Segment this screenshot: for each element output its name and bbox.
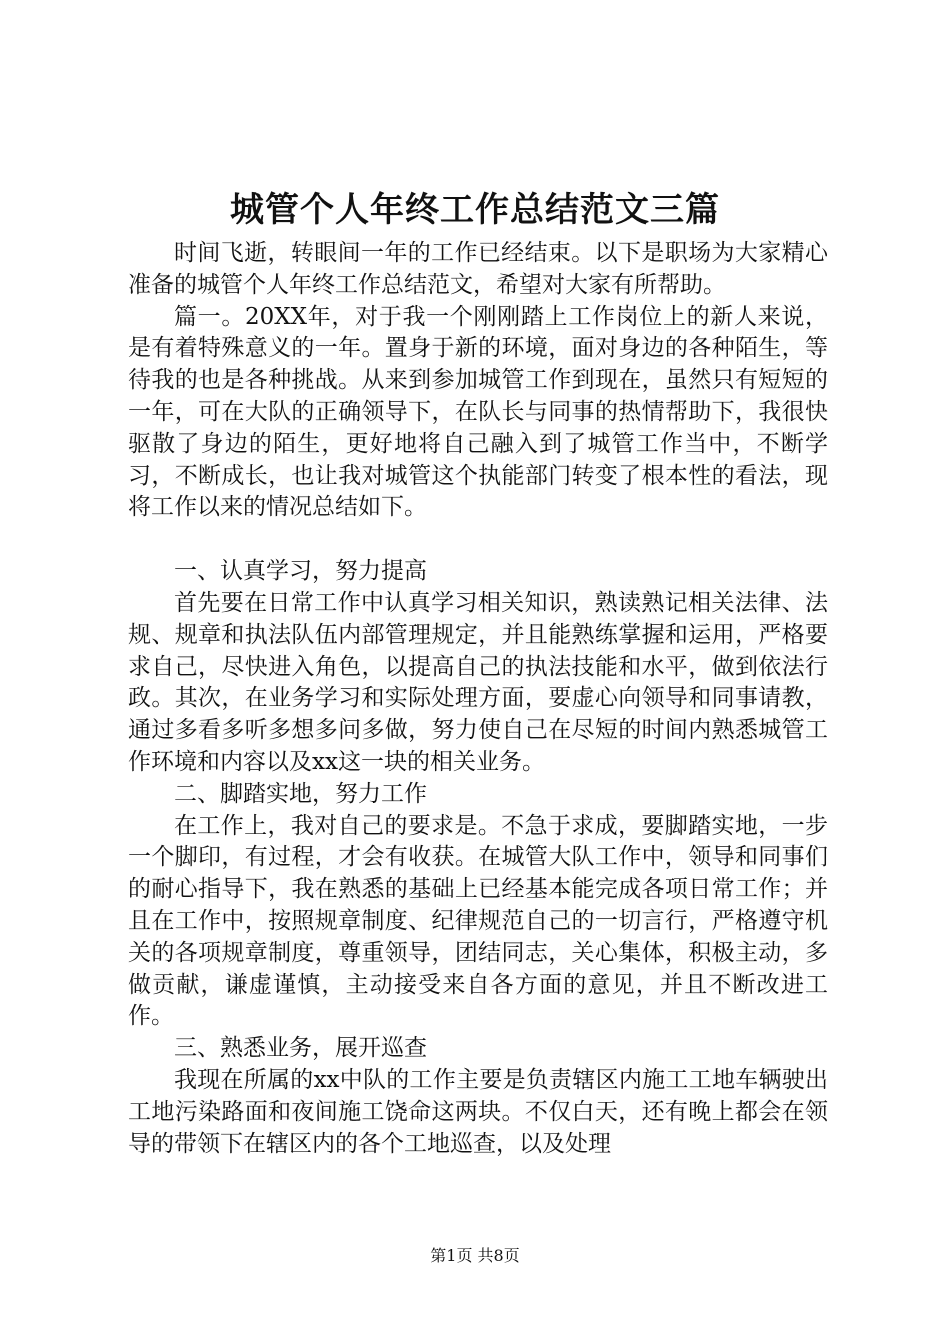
paragraph-section-1: 首先要在日常工作中认真学习相关知识，熟读熟记相关法律、法规、规章和执法队伍内部管理规定，并且能熟练掌握和运用，严格要求自己，尽快进入角色，以提高自己的执法技能和水平，做到依法行政。其次，在业务学习和实际处理方面，要虚心向领导和同事请教，通过多看多听多想多问多做，努力使自己在尽短的时间内熟悉城管工作环境和内容以及xx这一块的相关业务。 [128,589,828,775]
section-heading-3: 三、熟悉业务，展开巡查 [174,1035,427,1062]
section-heading-2: 二、脚踏实地，努力工作 [174,780,427,807]
section-heading-1: 一、认真学习，努力提高 [174,558,427,585]
paragraph-part-one: 篇一。20XX年，对于我一个刚刚踏上工作岗位上的新人来说，是有着特殊意义的一年。置身于新的环境，面对身边的各种陌生，等待我的也是各种挑战。从来到参加城管工作到现在，虽然只有短短的一年，可在大队的正确领导下，在队长与同事的热情帮助下，我很快驱散了身边的陌生，更好地将自己融入到了城管工作当中，不断学习，不断成长，也让我对城管这个执能部门转变了根本性的看法，现将工作以来的情况总结如下。 [128,303,828,521]
paragraph-section-2: 在工作上，我对自己的要求是。不急于求成，要脚踏实地，一步一个脚印，有过程，才会有收获。在城管大队工作中，领导和同事们的耐心指导下，我在熟悉的基础上已经基本能完成各项日常工作；并且在工作中，按照规章制度、纪律规范自己的一切言行，严格遵守机关的各项规章制度，尊重领导，团结同志，关心集体，积极主动，多做贡献，谦虚谨慎，主动接受来自各方面的意见，并且不断改进工作。 [128,812,828,1030]
document-title: 城管个人年终工作总结范文三篇 [230,190,720,230]
paragraph-gap [128,524,828,556]
paragraph-intro: 时间飞逝，转眼间一年的工作已经结束。以下是职场为大家精心准备的城管个人年终工作总结范文，希望对大家有所帮助。 [128,240,828,298]
document-body [128,238,828,1160]
paragraph-section-3: 我现在所属的xx中队的工作主要是负责辖区内施工工地车辆驶出工地污染路面和夜间施工饶命这两块。不仅白天，还有晚上都会在领导的带领下在辖区内的各个工地巡查，以及处理 [128,1066,828,1157]
page-number-footer: 第1页 共8页 [430,1246,520,1265]
